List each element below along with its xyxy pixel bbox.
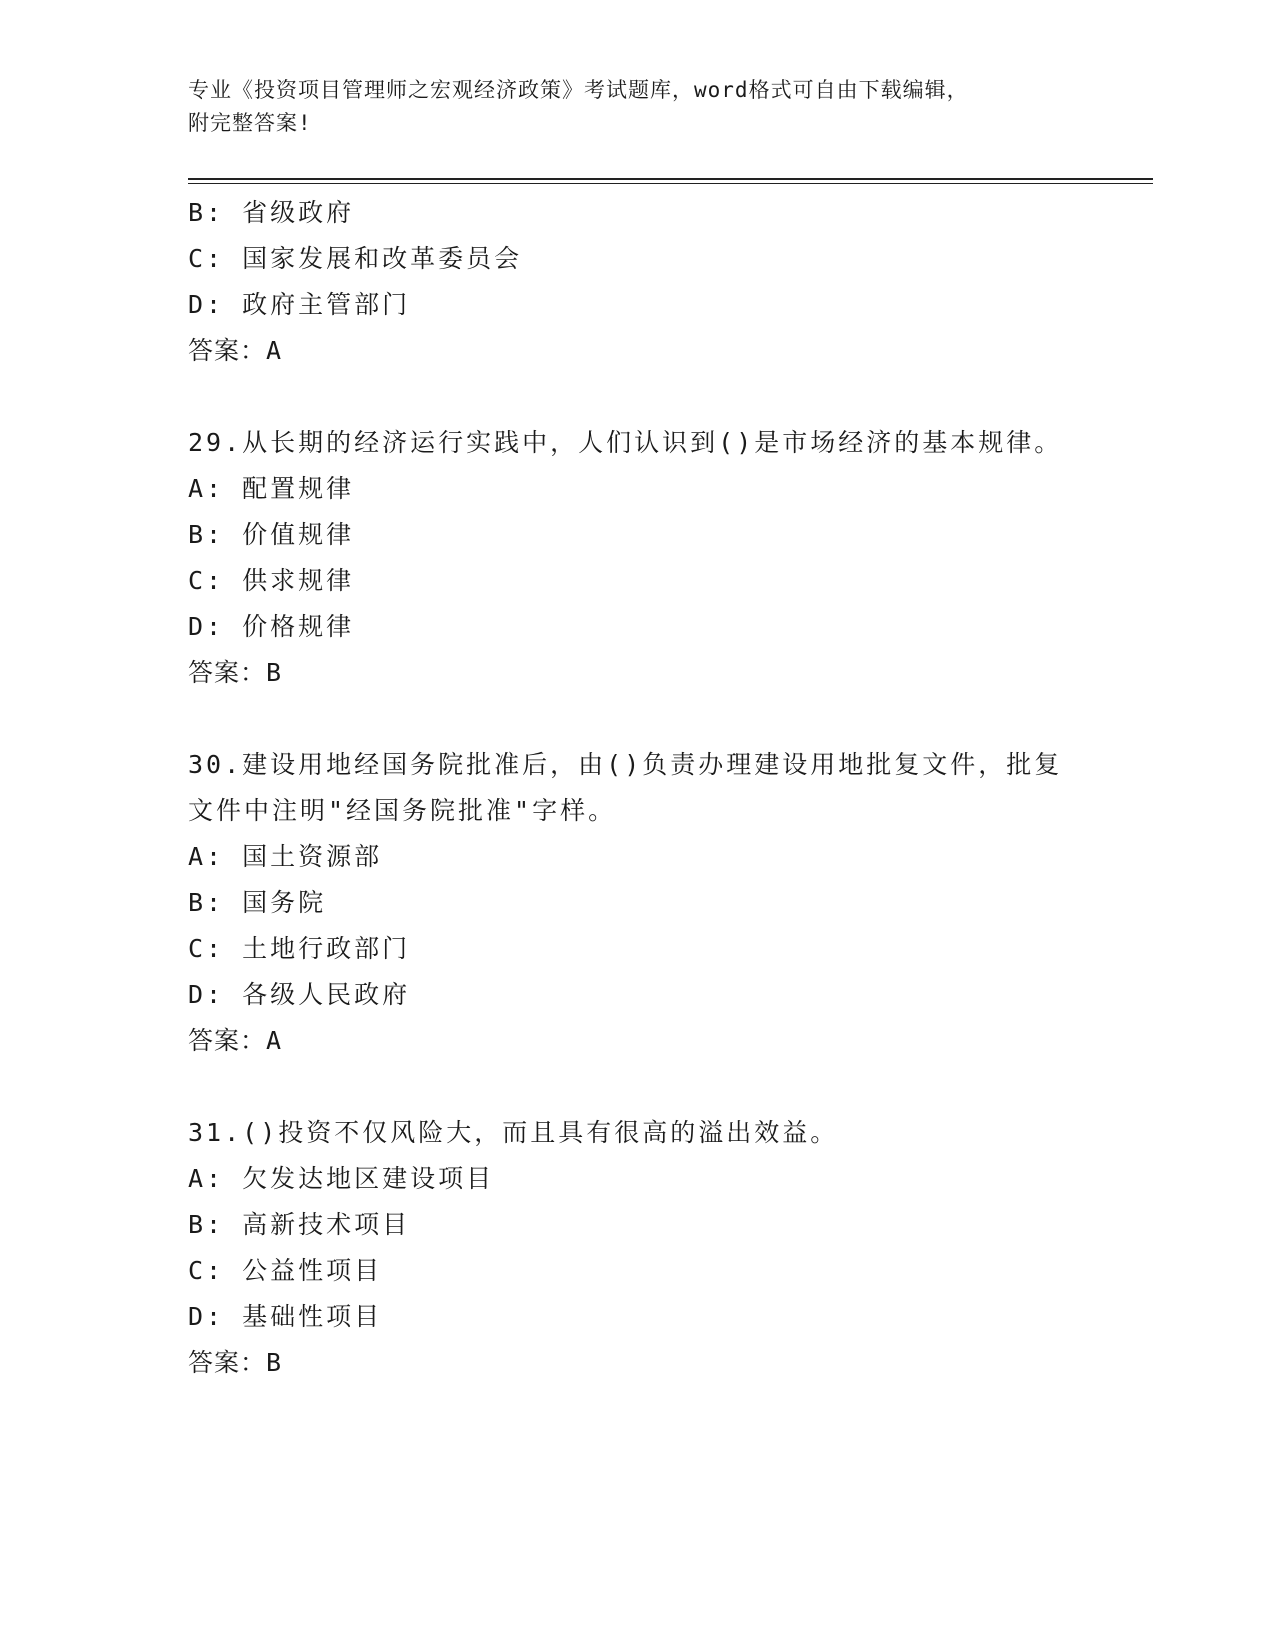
option-c: C: 国家发展和改革委员会 bbox=[188, 244, 523, 273]
question-text: 30.建设用地经国务院批准后，由()负责办理建设用地批复文件，批复 bbox=[188, 750, 1063, 779]
option-d: D: 价格规律 bbox=[188, 612, 355, 641]
question-29 bbox=[188, 420, 1088, 696]
option-b: B: 价值规律 bbox=[188, 520, 355, 549]
option-c: C: 公益性项目 bbox=[188, 1256, 383, 1285]
question-28-continued bbox=[188, 190, 1088, 374]
option-a: A: 国土资源部 bbox=[188, 842, 383, 871]
option-d: D: 各级人民政府 bbox=[188, 980, 411, 1009]
question-text: 31.()投资不仅风险大，而且具有很高的溢出效益。 bbox=[188, 1118, 839, 1147]
option-b: B: 省级政府 bbox=[188, 198, 355, 227]
question-text: 29.从长期的经济运行实践中，人们认识到()是市场经济的基本规律。 bbox=[188, 428, 1063, 457]
header-divider-thin bbox=[188, 183, 1153, 184]
option-b: B: 国务院 bbox=[188, 888, 327, 917]
option-d: D: 基础性项目 bbox=[188, 1302, 383, 1331]
option-b: B: 高新技术项目 bbox=[188, 1210, 411, 1239]
answer: 答案：A bbox=[188, 336, 283, 365]
question-list bbox=[188, 190, 1088, 1386]
question-30 bbox=[188, 742, 1088, 1064]
option-c: C: 供求规律 bbox=[188, 566, 355, 595]
option-c: C: 土地行政部门 bbox=[188, 934, 411, 963]
answer: 答案：B bbox=[188, 1348, 283, 1377]
question-31 bbox=[188, 1110, 1088, 1386]
header-line-2: 附完整答案! bbox=[188, 111, 312, 135]
option-d: D: 政府主管部门 bbox=[188, 290, 411, 319]
header-line-1: 专业《投资项目管理师之宏观经济政策》考试题库，word格式可自由下载编辑， bbox=[188, 78, 969, 102]
option-a: A: 配置规律 bbox=[188, 474, 355, 503]
option-a: A: 欠发达地区建设项目 bbox=[188, 1164, 495, 1193]
document-header bbox=[188, 74, 1068, 140]
answer: 答案：B bbox=[188, 658, 283, 687]
header-divider bbox=[188, 178, 1153, 180]
question-text-continued: 文件中注明"经国务院批准"字样。 bbox=[188, 796, 617, 825]
answer: 答案：A bbox=[188, 1026, 283, 1055]
